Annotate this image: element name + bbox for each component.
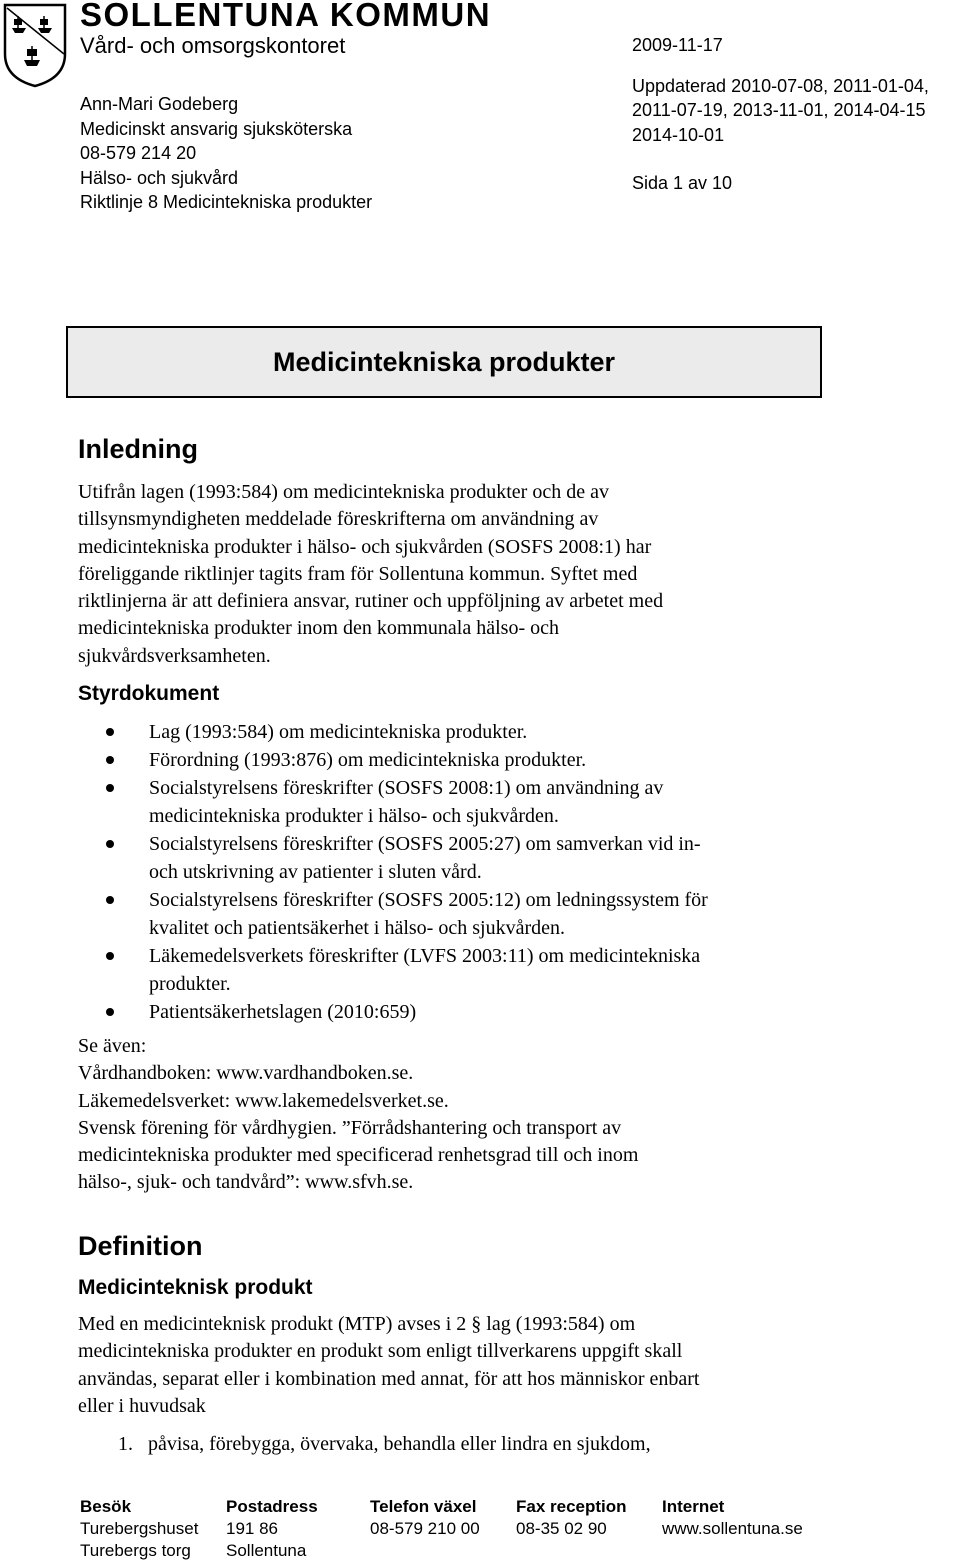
footer-value: Turebergs torg [80, 1541, 191, 1560]
footer-value: www.sollentuna.se [662, 1519, 803, 1538]
list-item-line: produkter. [149, 973, 231, 995]
footer-heading: Telefon växel [370, 1497, 477, 1516]
document-reference: Riktlinje 8 Medicintekniska produkter [80, 192, 373, 212]
paragraph-line: Med en medicinteknisk produkt (MTP) avses i 2 § lag (1993:584) om [78, 1313, 636, 1335]
list-item-line: och utskrivning av patienter i sluten vård. [149, 861, 482, 883]
list-item-line: medicintekniska produkter i hälso- och sjukvården. [149, 805, 559, 827]
footer-column-internet [662, 1496, 803, 1540]
section-heading-definition: Definition [78, 1231, 203, 1261]
updated-dates-line: 2014-10-01 [632, 124, 725, 145]
footer-heading: Fax reception [516, 1497, 627, 1516]
list-item-line: Patientsäkerhetslagen (2010:659) [149, 1001, 417, 1023]
list-item [100, 886, 840, 942]
organization-name: SOLLENTUNA KOMMUN [80, 0, 492, 33]
paragraph-line: medicintekniska produkter i hälso- och sjukvården (SOSFS 2008:1) har [78, 535, 652, 558]
footer-column-postal [226, 1496, 318, 1562]
numbered-list-item [118, 1433, 651, 1456]
definition-paragraph [78, 1311, 838, 1420]
intro-paragraph [78, 479, 898, 670]
reference-link-text: Vårdhandboken: www.vardhandboken.se. [78, 1062, 414, 1085]
footer-column-visit [80, 1496, 198, 1562]
section-heading-styrdokument: Styrdokument [78, 682, 220, 705]
author-name: Ann-Mari Godeberg [80, 94, 239, 114]
list-item-line: Socialstyrelsens föreskrifter (SOSFS 2008:1) om användning av [149, 777, 664, 799]
paragraph-line: tillsynsmyndigheten meddelade föreskrifterna om användning av [78, 508, 599, 531]
list-item [100, 774, 840, 830]
paragraph-line: Utifrån lagen (1993:584) om medicintekniska produkter och de av [78, 481, 609, 503]
footer-column-phone [370, 1496, 480, 1540]
paragraph-line: användas, separat eller i kombination med annat, för att hos människor enbart [78, 1367, 700, 1390]
list-item-line: Lag (1993:584) om medicintekniska produkter. [149, 721, 528, 743]
list-item-line: Socialstyrelsens föreskrifter (SOSFS 2005:12) om ledningssystem för [149, 889, 708, 911]
footer-value: Turebergshuset [80, 1519, 199, 1538]
author-contact-block [80, 92, 372, 215]
list-item [100, 718, 840, 746]
reference-link-text: Läkemedelsverket: www.lakemedelsverket.se. [78, 1089, 449, 1112]
see-also-block [78, 1033, 838, 1197]
list-item-line: kvalitet och patientsäkerhet i hälso- och sjukvården. [149, 917, 565, 939]
paragraph-line: medicintekniska produkter en produkt som enligt tillverkarens uppgift skall [78, 1340, 683, 1363]
paragraph-line: föreliggande riktlinjer tagits fram för Sollentuna kommun. Syftet med [78, 562, 638, 585]
list-item-line: Förordning (1993:876) om medicintekniska produkter. [149, 749, 587, 771]
subsection-heading-medicinteknisk-produkt: Medicinteknisk produkt [78, 1276, 313, 1299]
footer-value: 08-35 02 90 [516, 1519, 607, 1538]
list-item [100, 746, 840, 774]
department-name: Vård- och omsorgskontoret [80, 33, 346, 58]
section-heading-inledning: Inledning [78, 434, 198, 464]
footer-value: 08-579 210 00 [370, 1519, 480, 1538]
see-also-label: Se även: [78, 1035, 147, 1057]
footer-value: 191 86 [226, 1519, 278, 1538]
paragraph-line: sjukvårdsverksamheten. [78, 644, 271, 667]
document-title-box [66, 326, 822, 398]
reference-line: hälso-, sjuk- och tandvård”: www.sfvh.se. [78, 1171, 414, 1194]
document-title: Medicintekniska produkter [272, 346, 616, 377]
list-item [100, 942, 840, 998]
list-item-text: påvisa, förebygga, övervaka, behandla eller lindra en sjukdom, [148, 1433, 651, 1455]
updated-dates-line: 2011-07-19, 2013-11-01, 2014-04-15 [632, 100, 926, 120]
footer-heading: Besök [80, 1497, 132, 1516]
paragraph-line: medicintekniska produkter inom den kommunala hälso- och [78, 617, 559, 640]
author-phone: 08-579 214 20 [80, 143, 197, 163]
list-item-line: Socialstyrelsens föreskrifter (SOSFS 2005:27) om samverkan vid in- [149, 833, 701, 855]
footer-heading: Postadress [226, 1497, 318, 1516]
list-number: 1. [118, 1433, 133, 1455]
reference-line: Svensk förening för vårdhygien. ”Förrådshantering och transport av [78, 1116, 622, 1139]
document-meta-block [632, 33, 957, 196]
governing-documents-list [100, 718, 840, 1026]
reference-line: medicintekniska produkter med specificerad renhetsgrad till och inom [78, 1144, 639, 1167]
municipal-shield-ships-icon [2, 2, 68, 88]
list-item [100, 998, 840, 1026]
list-item-line: Läkemedelsverkets föreskrifter (LVFS 2003:11) om medicintekniska [149, 945, 701, 967]
updated-dates-line: Uppdaterad 2010-07-08, 2011-01-04, [632, 75, 929, 96]
footer-column-fax [516, 1496, 627, 1540]
paragraph-line: riktlinjerna är att definiera ansvar, rutiner och uppföljning av arbetet med [78, 590, 664, 613]
page-number: Sida 1 av 10 [632, 173, 733, 193]
footer-value: Sollentuna [226, 1541, 307, 1560]
list-item [100, 830, 840, 886]
document-date: 2009-11-17 [632, 35, 723, 55]
author-title: Medicinskt ansvarig sjuksköterska [80, 118, 353, 139]
paragraph-line: eller i huvudsak [78, 1394, 206, 1417]
footer-heading: Internet [662, 1497, 725, 1516]
author-unit: Hälso- och sjukvård [80, 167, 239, 188]
